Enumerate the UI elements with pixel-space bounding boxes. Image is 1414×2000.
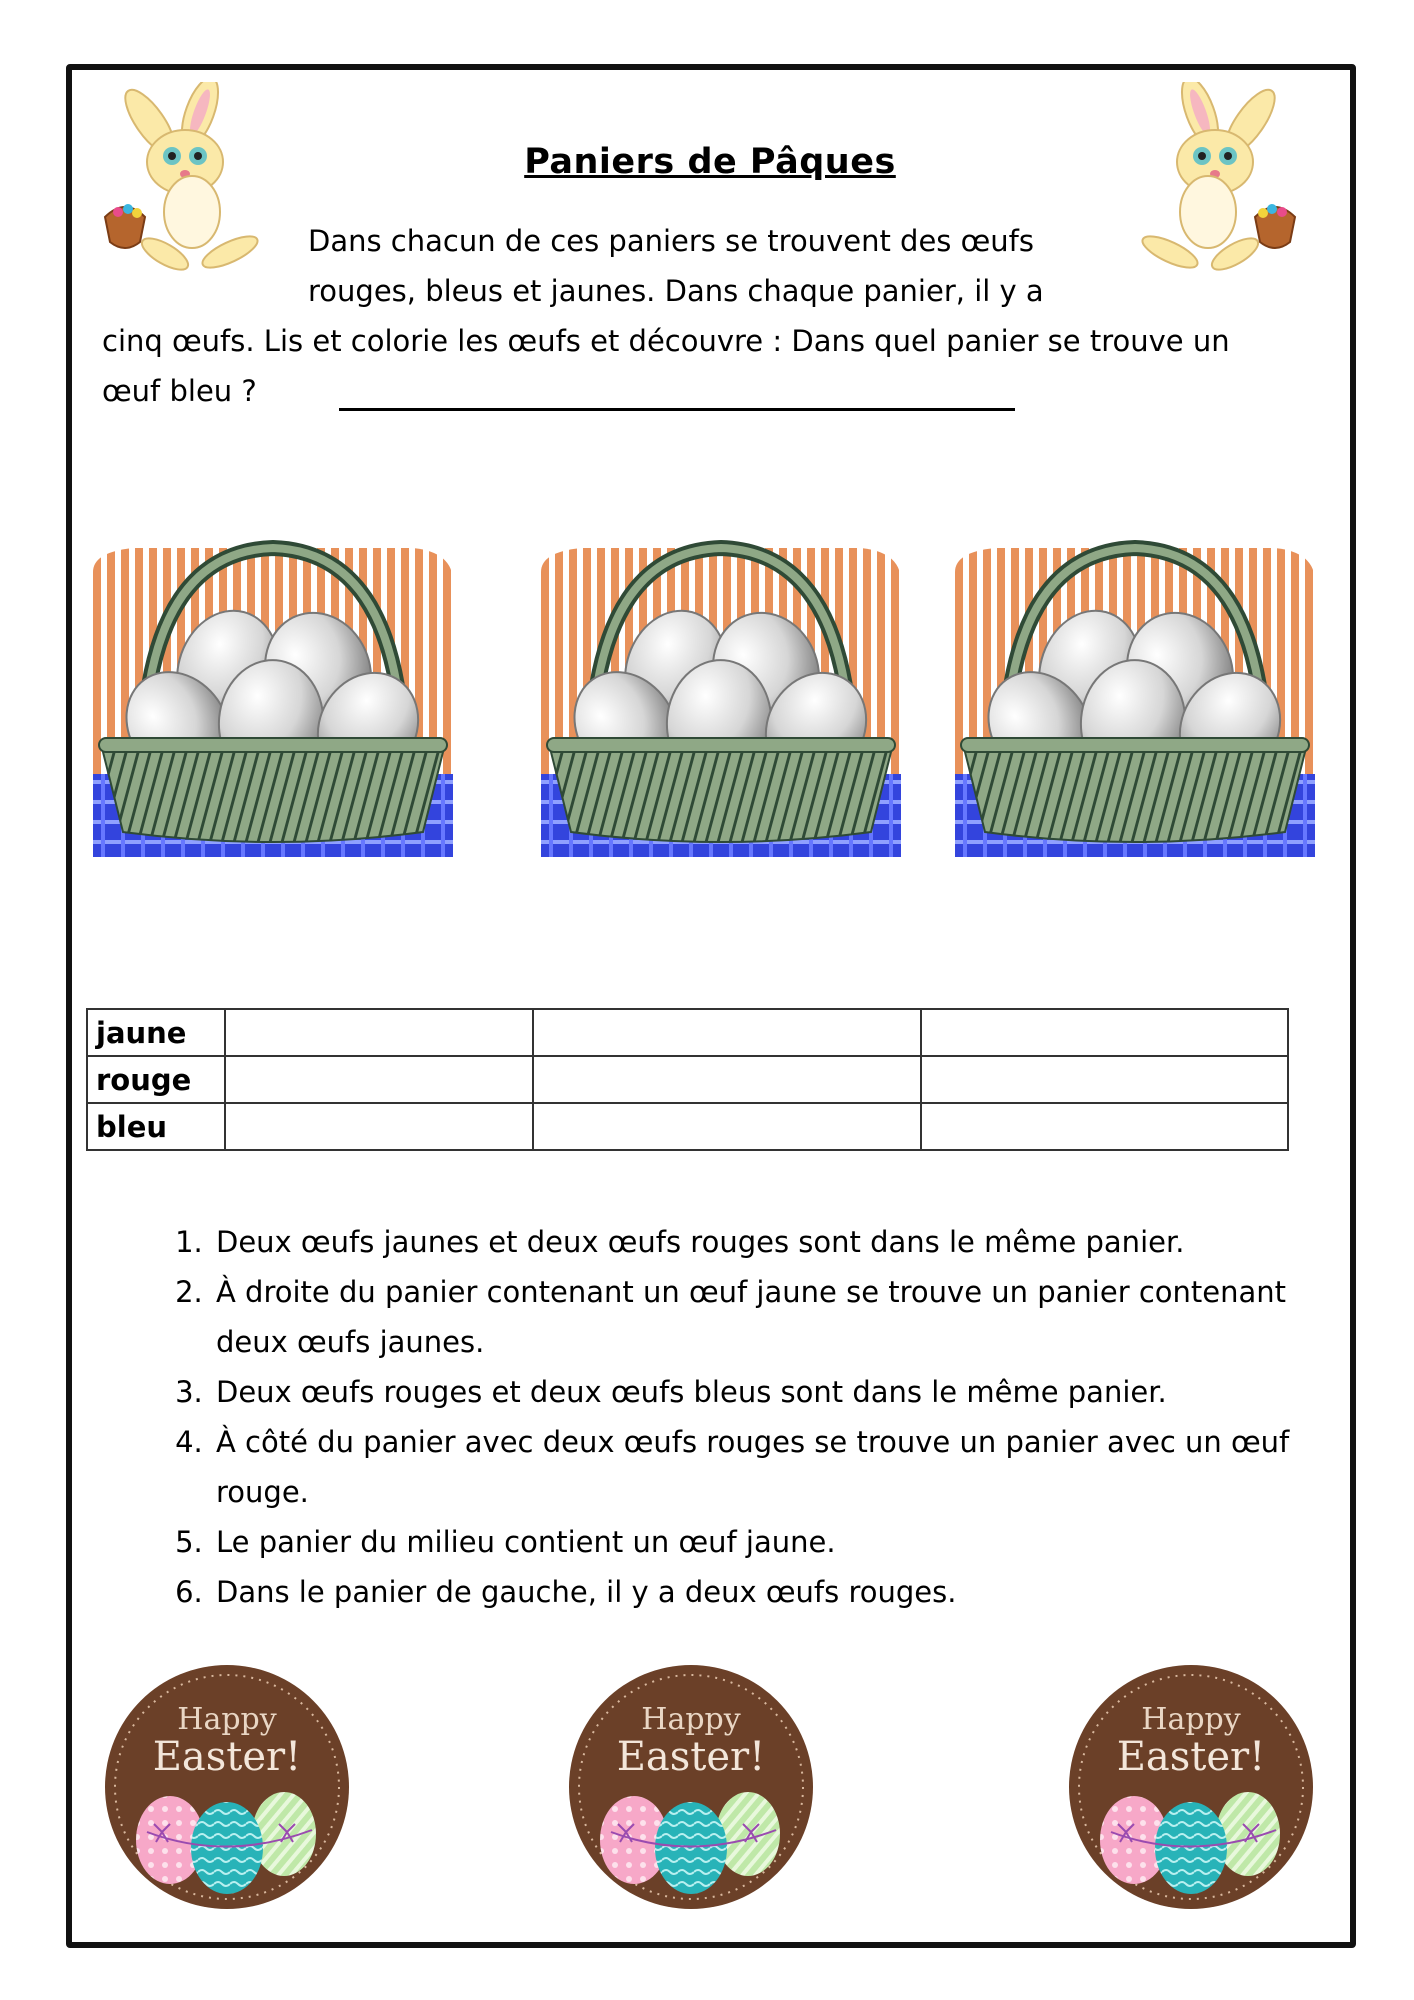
cell-left-jaune[interactable]: [225, 1009, 533, 1056]
bunny-right-illustration: [1120, 82, 1320, 282]
clue-1: 1. Deux œufs jaunes et deux œufs rouges sont dans le même panier.: [212, 1217, 1362, 1267]
page-title: Paniers de Pâques: [524, 142, 896, 182]
badge-happy-text: Happy: [641, 1702, 741, 1737]
badge-easter-text: Easter!: [616, 1734, 766, 1780]
intro-line-3: cinq œufs. Lis et colorie les œufs et découvre : Dans quel panier se trouve un: [102, 324, 1230, 358]
happy-easter-badge-middle: [566, 1662, 816, 1912]
badge-easter-text: Easter!: [152, 1734, 302, 1780]
clue-6: 6. Dans le panier de gauche, il y a deux œufs rouges.: [212, 1567, 1362, 1617]
row-label-jaune: jaune: [87, 1009, 225, 1056]
clue-list: [150, 1217, 1362, 1617]
happy-easter-badge-left: [102, 1662, 352, 1912]
color-table: [86, 1008, 1289, 1151]
cell-middle-rouge[interactable]: [533, 1056, 921, 1103]
happy-easter-badge-right: [1066, 1662, 1316, 1912]
clue-3: 3. Deux œufs rouges et deux œufs bleus sont dans le même panier.: [212, 1367, 1362, 1417]
row-label-bleu: bleu: [87, 1103, 225, 1150]
cell-right-bleu[interactable]: [921, 1103, 1288, 1150]
table-row: [87, 1056, 1288, 1103]
badge-easter-text: Easter!: [1116, 1734, 1266, 1780]
cell-right-rouge[interactable]: [921, 1056, 1288, 1103]
table-row: [87, 1009, 1288, 1056]
basket-middle[interactable]: [536, 512, 906, 857]
cell-middle-bleu[interactable]: [533, 1103, 921, 1150]
clue-5: 5. Le panier du milieu contient un œuf jaune.: [212, 1517, 1362, 1567]
badge-happy-text: Happy: [177, 1702, 277, 1737]
clue-4: 4. À côté du panier avec deux œufs rouges se trouve un panier avec un œuf rouge.: [212, 1417, 1362, 1517]
cell-middle-jaune[interactable]: [533, 1009, 921, 1056]
table-row: [87, 1103, 1288, 1150]
intro-line-4: œuf bleu ?: [102, 374, 257, 408]
answer-line[interactable]: [339, 408, 1015, 411]
clue-2: 2. À droite du panier contenant un œuf jaune se trouve un panier contenant deux œufs jaunes.: [212, 1267, 1362, 1367]
cell-right-jaune[interactable]: [921, 1009, 1288, 1056]
badge-happy-text: Happy: [1141, 1702, 1241, 1737]
bunny-left-illustration: [80, 82, 280, 282]
intro-line-1: Dans chacun de ces paniers se trouvent des œufs: [308, 224, 1034, 258]
cell-left-bleu[interactable]: [225, 1103, 533, 1150]
cell-left-rouge[interactable]: [225, 1056, 533, 1103]
basket-right[interactable]: [950, 512, 1320, 857]
intro-line-2: rouges, bleus et jaunes. Dans chaque panier, il y a: [308, 274, 1044, 308]
row-label-rouge: rouge: [87, 1056, 225, 1103]
basket-left[interactable]: [88, 512, 458, 857]
